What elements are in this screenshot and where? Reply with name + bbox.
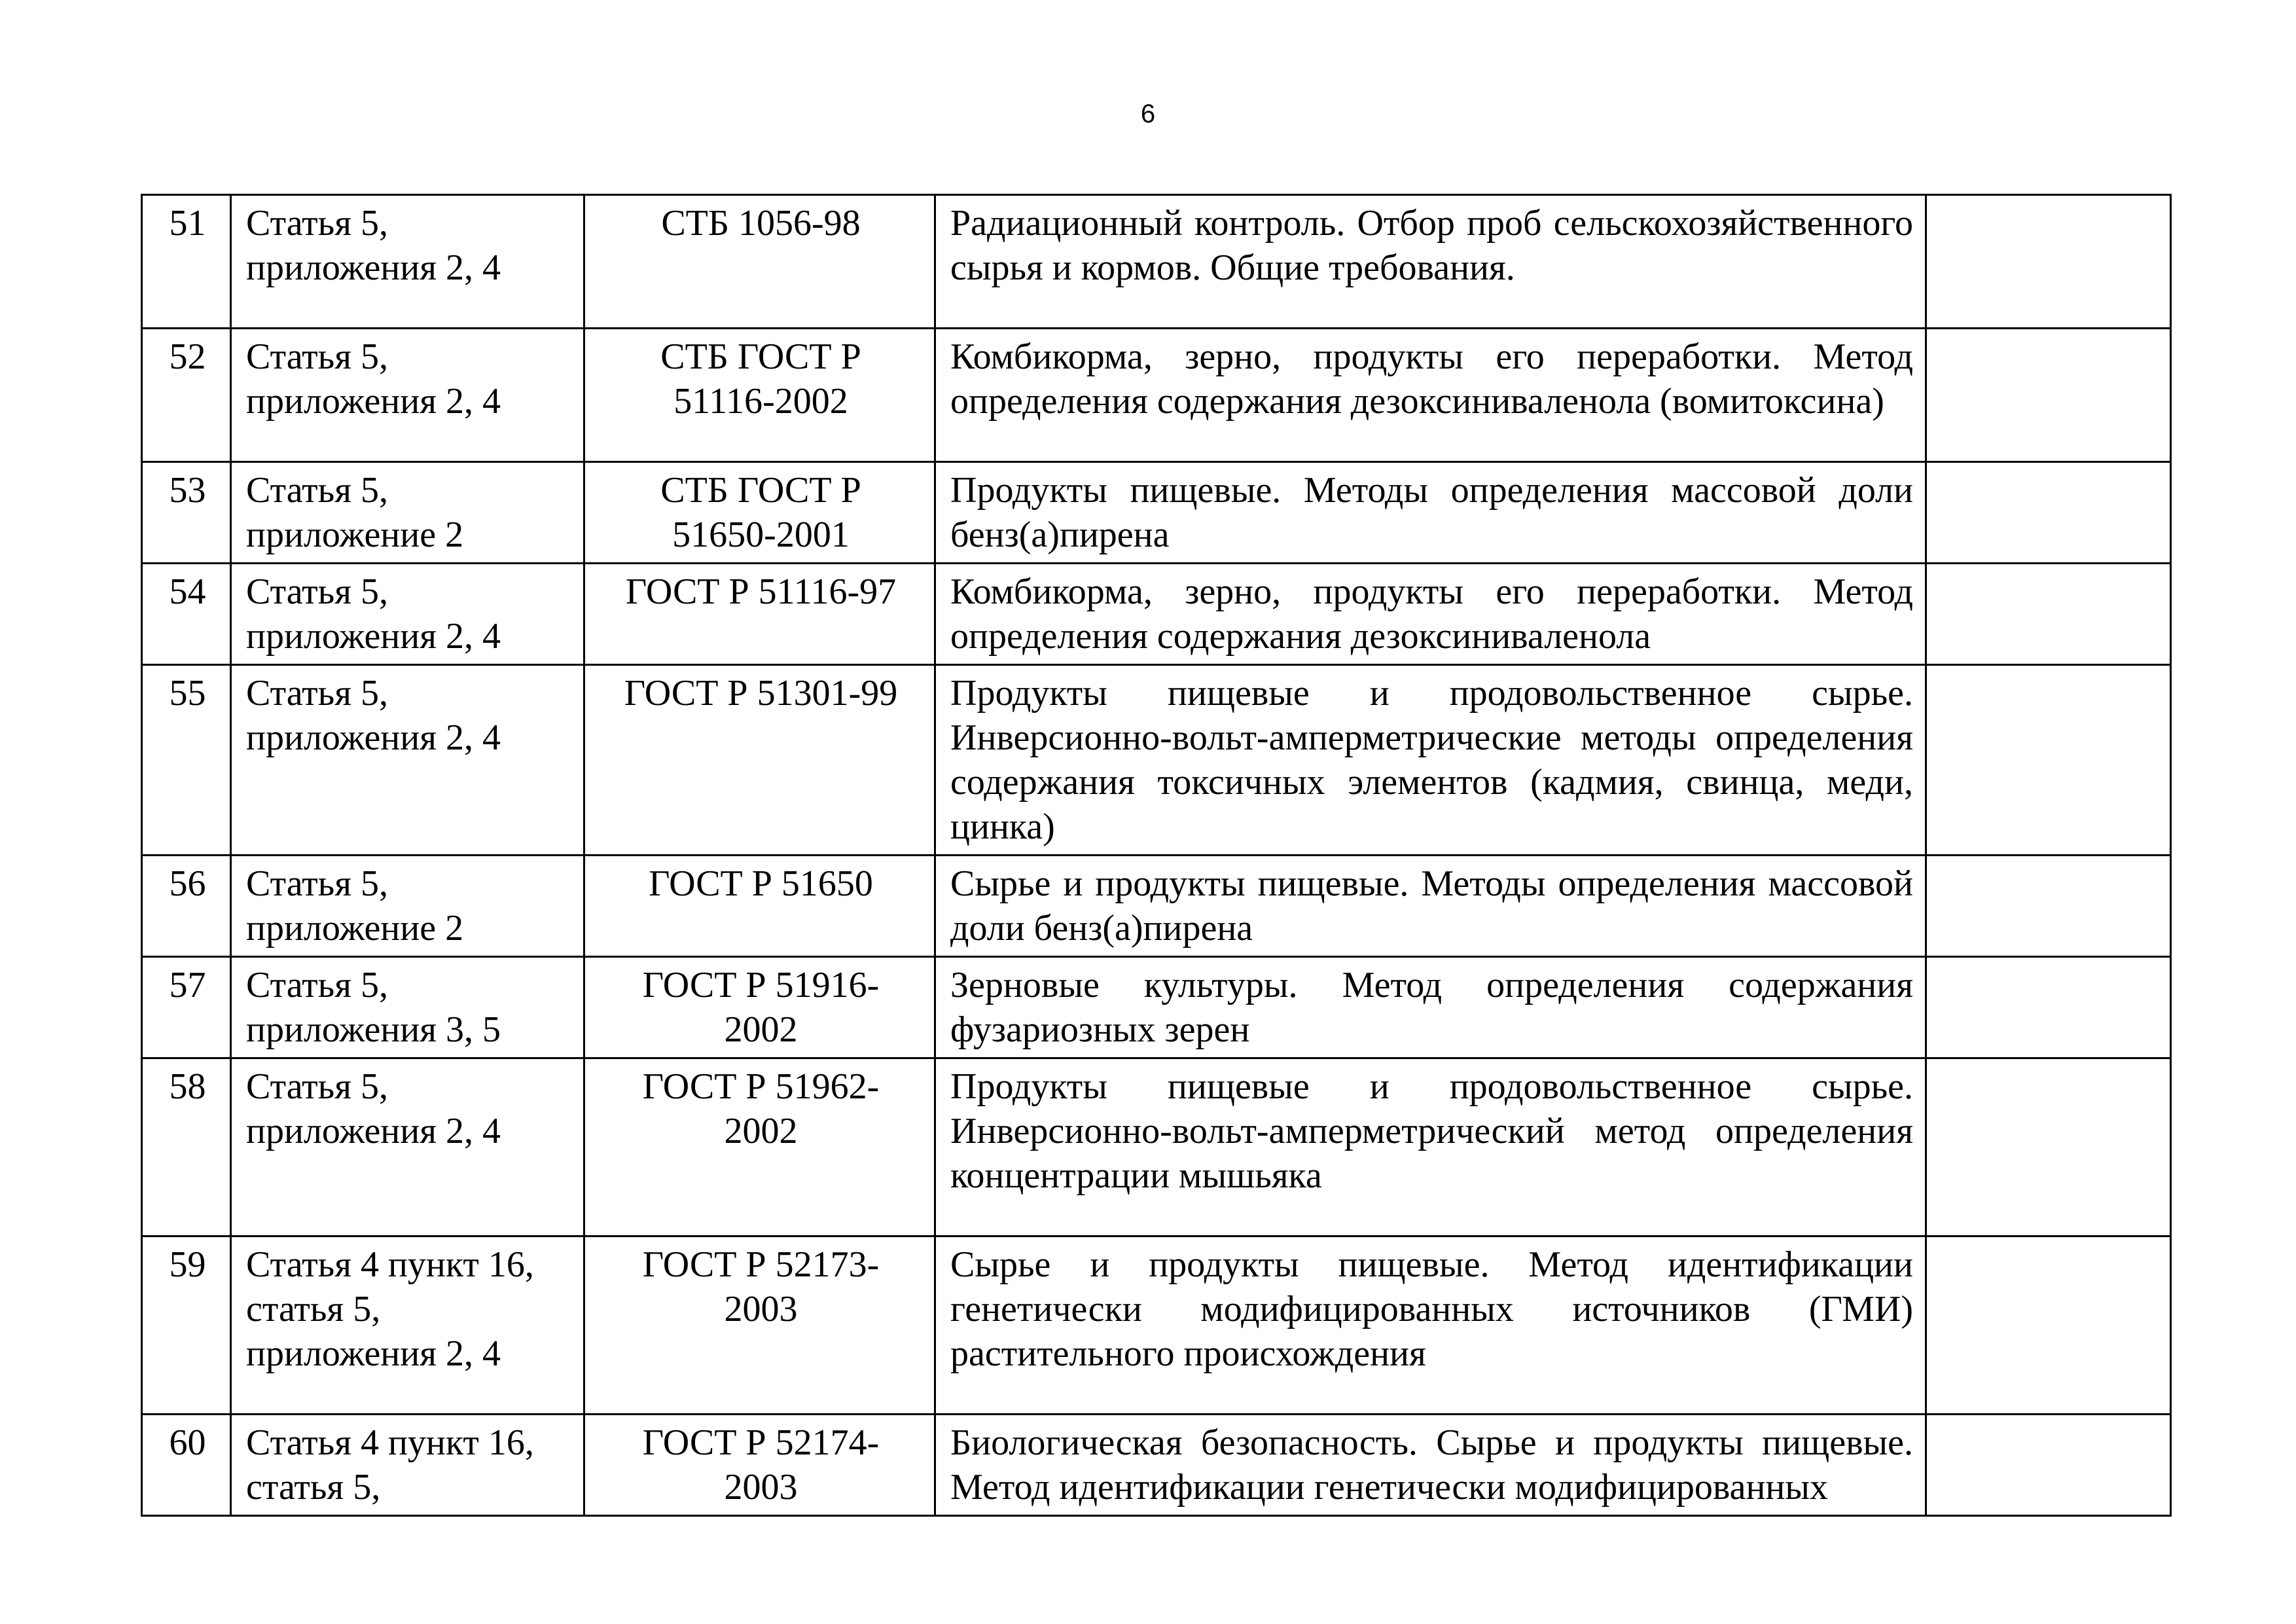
extra-cell — [1926, 564, 2171, 665]
table-row — [142, 957, 2171, 1058]
standard-designation-cell: ГОСТ Р 51916- 2002 — [584, 957, 935, 1058]
table-row — [142, 665, 2171, 856]
standard-title-cell: Комбикорма, зерно, продукты его переработки. Метод определения содержания дезоксиниваленола — [935, 564, 1926, 665]
extra-cell — [1926, 195, 2171, 329]
standard-title-cell: Продукты пищевые и продовольственное сырье. Инверсионно-вольт-амперметрические методы определения содержания токсичных элементов (кадмия, свинца, меди, цинка) — [935, 665, 1926, 856]
row-number-cell: 59 — [142, 1236, 231, 1415]
table-row — [142, 1236, 2171, 1415]
extra-cell — [1926, 665, 2171, 856]
extra-cell — [1926, 1058, 2171, 1236]
standard-title-cell: Комбикорма, зерно, продукты его переработки. Метод определения содержания дезоксиниваленола (вомитоксина) — [935, 329, 1926, 462]
article-reference-cell: Статья 4 пункт 16, статья 5, — [231, 1415, 584, 1516]
article-reference-cell: Статья 5, приложения 2, 4 — [231, 665, 584, 856]
row-number-cell: 51 — [142, 195, 231, 329]
standard-designation-cell: СТБ 1056-98 — [584, 195, 935, 329]
article-reference-cell: Статья 4 пункт 16, статья 5, приложения 2, 4 — [231, 1236, 584, 1415]
standard-title-cell: Сырье и продукты пищевые. Метод идентификации генетически модифицированных источников (ГМИ) растительного происхождения — [935, 1236, 1926, 1415]
article-reference-cell: Статья 5, приложение 2 — [231, 856, 584, 957]
table-row — [142, 856, 2171, 957]
standard-title-cell: Сырье и продукты пищевые. Методы определения массовой доли бенз(а)пирена — [935, 856, 1926, 957]
extra-cell — [1926, 856, 2171, 957]
row-number-cell: 52 — [142, 329, 231, 462]
standard-designation-cell: СТБ ГОСТ Р 51650-2001 — [584, 462, 935, 564]
table-row — [142, 329, 2171, 462]
table-row — [142, 1415, 2171, 1516]
row-number-cell: 54 — [142, 564, 231, 665]
standard-title-cell: Радиационный контроль. Отбор проб сельскохозяйственного сырья и кормов. Общие требования. — [935, 195, 1926, 329]
table-row — [142, 1058, 2171, 1236]
extra-cell — [1926, 329, 2171, 462]
article-reference-cell: Статья 5, приложения 2, 4 — [231, 564, 584, 665]
row-number-cell: 56 — [142, 856, 231, 957]
standard-designation-cell: ГОСТ Р 51301-99 — [584, 665, 935, 856]
standard-designation-cell: СТБ ГОСТ Р 51116-2002 — [584, 329, 935, 462]
standard-title-cell: Зерновые культуры. Метод определения содержания фузариозных зерен — [935, 957, 1926, 1058]
article-reference-cell: Статья 5, приложения 2, 4 — [231, 195, 584, 329]
table-row — [142, 564, 2171, 665]
extra-cell — [1926, 462, 2171, 564]
row-number-cell: 53 — [142, 462, 231, 564]
article-reference-cell: Статья 5, приложения 3, 5 — [231, 957, 584, 1058]
standard-title-cell: Продукты пищевые. Методы определения массовой доли бенз(а)пирена — [935, 462, 1926, 564]
table-row — [142, 195, 2171, 329]
standards-table-body — [142, 195, 2171, 1516]
row-number-cell: 57 — [142, 957, 231, 1058]
page-number: 6 — [1140, 99, 1156, 128]
row-number-cell: 55 — [142, 665, 231, 856]
extra-cell — [1926, 957, 2171, 1058]
standard-title-cell: Продукты пищевые и продовольственное сырье. Инверсионно-вольт-амперметрический метод определения концентрации мышьяка — [935, 1058, 1926, 1236]
standard-title-cell: Биологическая безопасность. Сырье и продукты пищевые. Метод идентификации генетически модифицированных — [935, 1415, 1926, 1516]
extra-cell — [1926, 1236, 2171, 1415]
standard-designation-cell: ГОСТ Р 51116-97 — [584, 564, 935, 665]
table-row — [142, 462, 2171, 564]
standard-designation-cell: ГОСТ Р 52174- 2003 — [584, 1415, 935, 1516]
standard-designation-cell: ГОСТ Р 51650 — [584, 856, 935, 957]
standards-table — [141, 194, 2172, 1517]
standard-designation-cell: ГОСТ Р 52173- 2003 — [584, 1236, 935, 1415]
row-number-cell: 60 — [142, 1415, 231, 1516]
article-reference-cell: Статья 5, приложение 2 — [231, 462, 584, 564]
standard-designation-cell: ГОСТ Р 51962- 2002 — [584, 1058, 935, 1236]
article-reference-cell: Статья 5, приложения 2, 4 — [231, 1058, 584, 1236]
row-number-cell: 58 — [142, 1058, 231, 1236]
article-reference-cell: Статья 5, приложения 2, 4 — [231, 329, 584, 462]
extra-cell — [1926, 1415, 2171, 1516]
